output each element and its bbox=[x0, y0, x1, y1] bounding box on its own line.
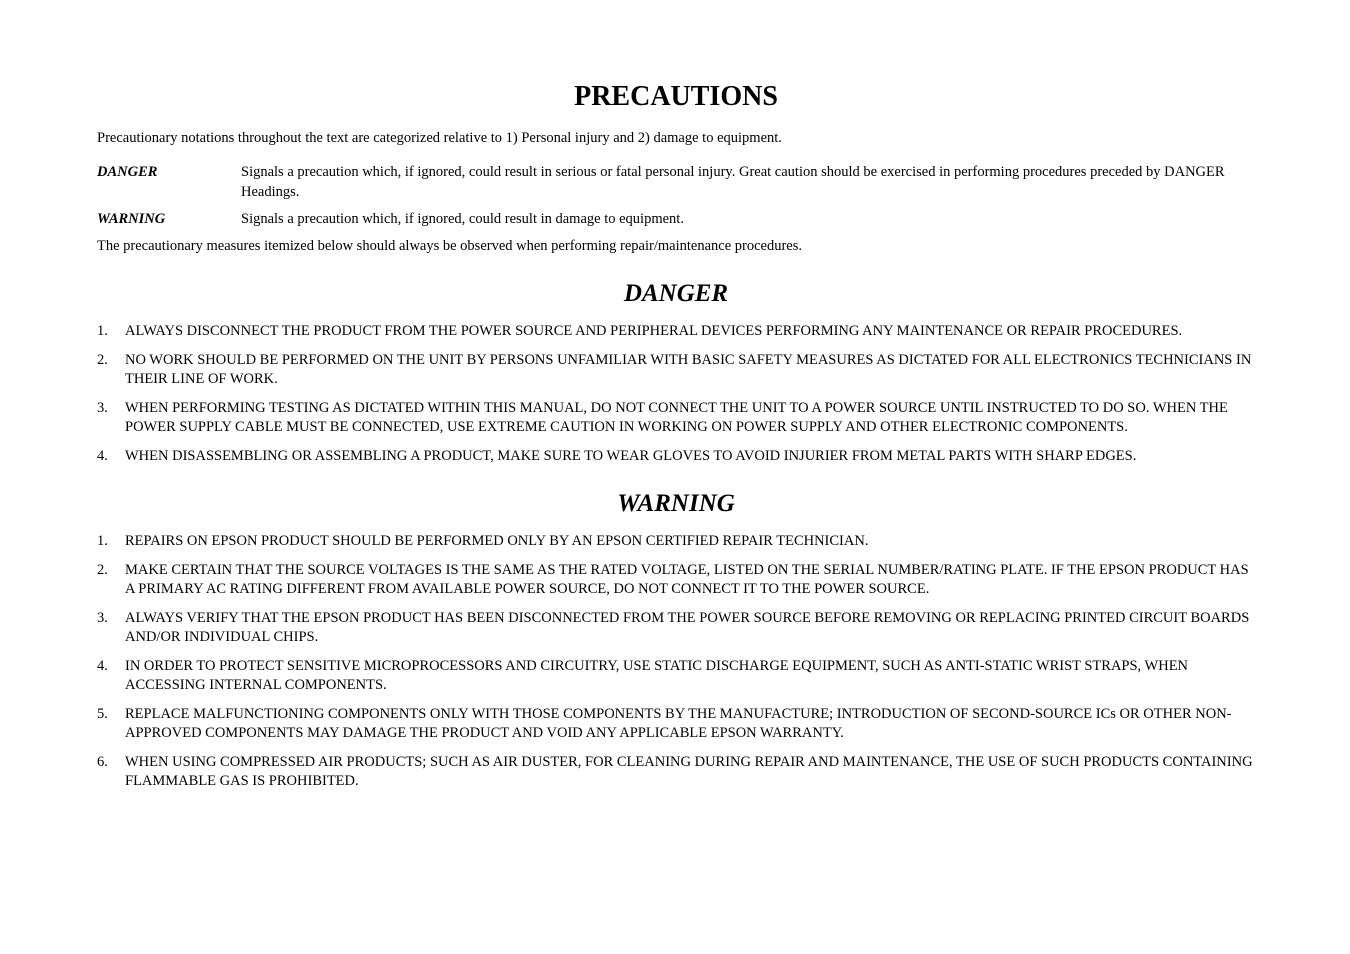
warning-list bbox=[97, 532, 1255, 792]
list-item bbox=[97, 532, 1255, 552]
definition-term: WARNING bbox=[97, 211, 166, 227]
list-item bbox=[97, 447, 1255, 467]
item-text: WHEN DISASSEMBLING OR ASSEMBLING A PRODUCT, MAKE SURE TO WEAR GLOVES TO AVOID INJURIER FROM METAL PARTS WITH SHARP EDGES. bbox=[125, 447, 1137, 464]
observe-text: The precautionary measures itemized below should always be observed when performing repair/maintenance procedures. bbox=[97, 238, 802, 254]
item-text: NO WORK SHOULD BE PERFORMED ON THE UNIT BY PERSONS UNFAMILIAR WITH BASIC SAFETY MEASURES AS DICTATED FOR ALL ELECTRONICS TECHNICIANS IN THEIR LINE OF WORK. bbox=[125, 351, 1252, 387]
warning-heading: WARNING bbox=[617, 490, 735, 517]
item-number: 3. bbox=[97, 609, 108, 626]
item-number: 4. bbox=[97, 447, 108, 464]
definition-text: Signals a precaution which, if ignored, could result in damage to equipment. bbox=[241, 211, 684, 227]
item-number: 1. bbox=[97, 323, 108, 339]
item-text: MAKE CERTAIN THAT THE SOURCE VOLTAGES IS THE SAME AS THE RATED VOLTAGE, LISTED ON THE SERIAL NUMBER/RATING PLATE. IF THE EPSON PRODUCT HAS A PRIMARY AC RATING DIFFERENT FROM AVAILABLE POWER SOURCE, DO NOT CONNECT IT TO THE POWER SOURCE. bbox=[125, 561, 1249, 597]
definition-text: Signals a precaution which, if ignored, could result in serious or fatal personal injury. Great caution should be exercised in performing procedures preceded by DANGER Headings. bbox=[241, 164, 1225, 200]
item-text: ALWAYS DISCONNECT THE PRODUCT FROM THE POWER SOURCE AND PERIPHERAL DEVICES PERFORMING ANY MAINTENANCE OR REPAIR PROCEDURES. bbox=[125, 323, 1183, 339]
list-item bbox=[97, 753, 1255, 792]
page-title: PRECAUTIONS bbox=[574, 81, 778, 112]
danger-list bbox=[97, 322, 1255, 466]
item-number: 4. bbox=[97, 657, 108, 674]
list-item bbox=[97, 609, 1255, 648]
item-number: 2. bbox=[97, 561, 108, 578]
item-text: REPAIRS ON EPSON PRODUCT SHOULD BE PERFORMED ONLY BY AN EPSON CERTIFIED REPAIR TECHNICIAN. bbox=[125, 533, 869, 549]
list-item bbox=[97, 561, 1255, 600]
item-number: 1. bbox=[97, 533, 108, 549]
list-item bbox=[97, 657, 1255, 696]
item-text: WHEN USING COMPRESSED AIR PRODUCTS; SUCH AS AIR DUSTER, FOR CLEANING DURING REPAIR AND MAINTENANCE, THE USE OF SUCH PRODUCTS CONTAINING FLAMMABLE GAS IS PROHIBITED. bbox=[125, 753, 1253, 789]
definition-danger bbox=[97, 162, 1255, 202]
item-number: 3. bbox=[97, 399, 108, 416]
item-text: IN ORDER TO PROTECT SENSITIVE MICROPROCESSORS AND CIRCUITRY, USE STATIC DISCHARGE EQUIPMENT, SUCH AS ANTI-STATIC WRIST STRAPS, WHEN ACCESSING INTERNAL COMPONENTS. bbox=[125, 657, 1189, 693]
item-number: 2. bbox=[97, 351, 108, 368]
danger-heading: DANGER bbox=[623, 280, 729, 307]
item-number: 6. bbox=[97, 753, 108, 770]
item-number: 5. bbox=[97, 705, 108, 722]
definition-warning bbox=[97, 209, 1255, 229]
list-item bbox=[97, 705, 1255, 744]
item-text: WHEN PERFORMING TESTING AS DICTATED WITHIN THIS MANUAL, DO NOT CONNECT THE UNIT TO A POWER SOURCE UNTIL INSTRUCTED TO DO SO. WHEN THE POWER SUPPLY CABLE MUST BE CONNECTED, USE EXTREME CAUTION IN WORKING ON POWER SUPPLY AND OTHER ELECTRONIC COMPONENTS. bbox=[125, 399, 1228, 435]
document-page bbox=[97, 80, 1255, 801]
list-item bbox=[97, 351, 1255, 390]
item-text: ALWAYS VERIFY THAT THE EPSON PRODUCT HAS BEEN DISCONNECTED FROM THE POWER SOURCE BEFORE REMOVING OR REPLACING PRINTED CIRCUIT BOARDS AND/OR INDIVIDUAL CHIPS. bbox=[125, 609, 1250, 645]
list-item bbox=[97, 399, 1255, 438]
item-text: REPLACE MALFUNCTIONING COMPONENTS ONLY WITH THOSE COMPONENTS BY THE MANUFACTURE; INTRODUCTION OF SECOND-SOURCE ICs OR OTHER NON-APPROVED COMPONENTS MAY DAMAGE THE PRODUCT AND VOID ANY APPLICABLE EPSON WARRANTY. bbox=[125, 705, 1232, 741]
list-item bbox=[97, 322, 1255, 342]
intro-text: Precautionary notations throughout the text are categorized relative to 1) Personal injury and 2) damage to equipment. bbox=[97, 130, 782, 146]
definition-term: DANGER bbox=[97, 164, 158, 180]
